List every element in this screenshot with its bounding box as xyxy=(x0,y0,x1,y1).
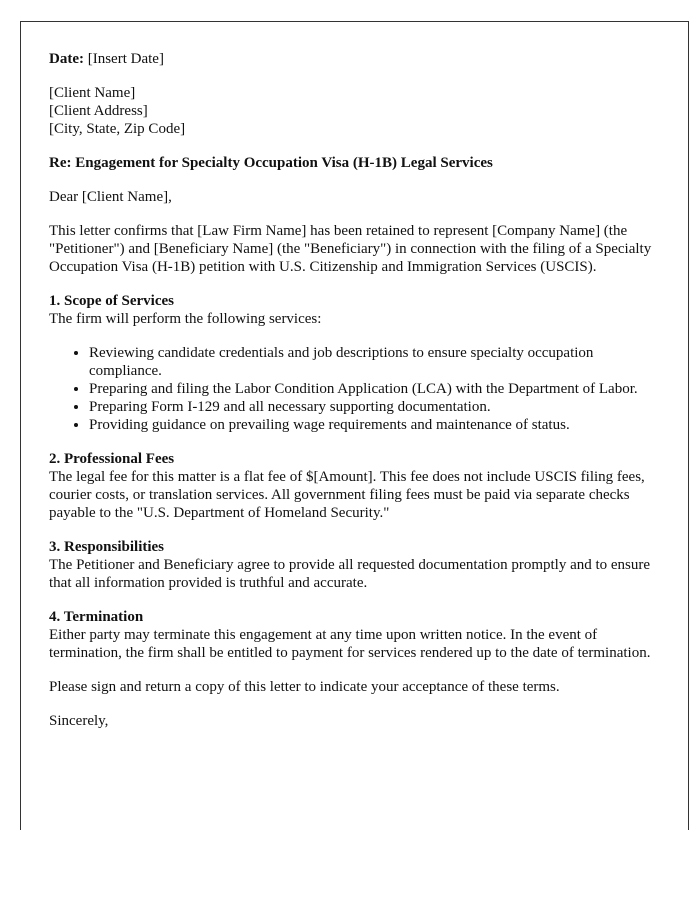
intro-paragraph: This letter confirms that [Law Firm Name] has been retained to represent [Company Name] (the "Petitioner") and [Beneficiary Name] (the "Beneficiary") in connection with the filing of a Specialty Occupation Visa (H-1B) petition with U.S. Citizenship and Immigration Services (USCIS). xyxy=(49,223,652,275)
section-body: The legal fee for this matter is a flat fee of $[Amount]. This fee does not include USCIS filing fees, courier costs, or translation services. All government filing fees must be paid via separate checks payable to the "U.S. Department of Homeland Security." xyxy=(49,469,645,521)
salutation: Dear [Client Name], xyxy=(49,189,172,205)
section-termination xyxy=(49,608,660,662)
section-heading: 2. Professional Fees xyxy=(49,451,175,467)
client-address-block xyxy=(49,84,660,138)
client-name: [Client Name] xyxy=(49,85,136,101)
date-value: [Insert Date] xyxy=(87,51,164,67)
section-heading: 3. Responsibilities xyxy=(49,539,165,555)
section-responsibilities xyxy=(49,538,660,592)
section-scope xyxy=(49,292,660,328)
client-address: [Client Address] xyxy=(49,103,148,119)
section-heading: 1. Scope of Services xyxy=(49,293,174,309)
services-list xyxy=(49,344,660,434)
subject-line: Re: Engagement for Specialty Occupation Visa (H-1B) Legal Services xyxy=(49,155,493,171)
date-label: Date: xyxy=(49,51,84,67)
letter-page xyxy=(20,21,689,830)
section-heading: 4. Termination xyxy=(49,609,144,625)
list-item: • Preparing and filing the Labor Condition Application (LCA) with the Department of Labor. xyxy=(89,380,660,398)
list-item: • Reviewing candidate credentials and job descriptions to ensure specialty occupation compliance. xyxy=(89,344,660,380)
closing-request: Please sign and return a copy of this letter to indicate your acceptance of these terms. xyxy=(49,679,560,695)
section-body: The firm will perform the following services: xyxy=(49,311,322,327)
date-line xyxy=(49,50,660,68)
section-body: Either party may terminate this engagement at any time upon written notice. In the event of termination, the firm shall be entitled to payment for services rendered up to the date of termination. xyxy=(49,627,651,661)
section-fees xyxy=(49,450,660,522)
list-item: • Preparing Form I-129 and all necessary supporting documentation. xyxy=(89,398,660,416)
list-item: • Providing guidance on prevailing wage requirements and maintenance of status. xyxy=(89,416,660,434)
closing: Sincerely, xyxy=(49,713,109,729)
client-city-state-zip: [City, State, Zip Code] xyxy=(49,121,186,137)
section-body: The Petitioner and Beneficiary agree to provide all requested documentation promptly and to ensure that all information provided is truthful and accurate. xyxy=(49,557,651,591)
